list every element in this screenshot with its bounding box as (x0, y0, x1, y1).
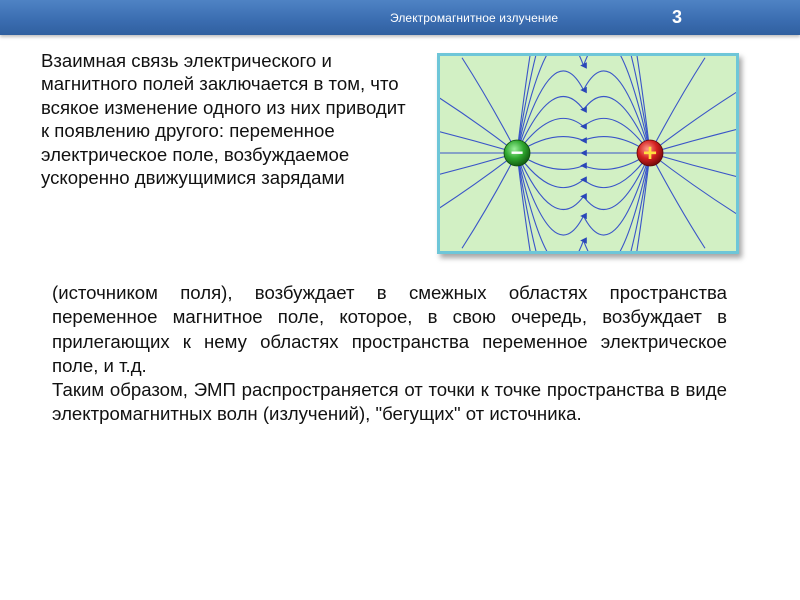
slide-number: 3 (672, 7, 683, 27)
dipole-field-figure (437, 53, 739, 254)
intro-paragraph: Взаимная связь электрического и магнитного полей заключается в том, что всякое изменение одного из них приводит к появлению другого: переменное электрическое поле, возбуждаемое ускоренно движущимися зарядами (41, 50, 406, 189)
header-title: Электромагнитное излучение (390, 11, 559, 25)
positive-charge-symbol: + (642, 140, 658, 167)
header-bar (0, 0, 800, 35)
negative-charge (504, 140, 530, 166)
body-paragraph-2: Таким образом, ЭМП распространяется от точки к точке пространства в виде электромагнитных волн (излучений), "бегущих" от источника. (52, 379, 727, 425)
body-text (52, 281, 727, 427)
negative-charge-symbol: − (510, 140, 524, 165)
body-paragraph-1: (источником поля), возбуждает в смежных областях пространства переменное магнитное поле, которое, в свою очередь, возбуждает в прилегающих к нему областях пространства переменное электрическое поле, и т.д. (52, 282, 727, 376)
dipole-field-diagram (437, 53, 739, 254)
